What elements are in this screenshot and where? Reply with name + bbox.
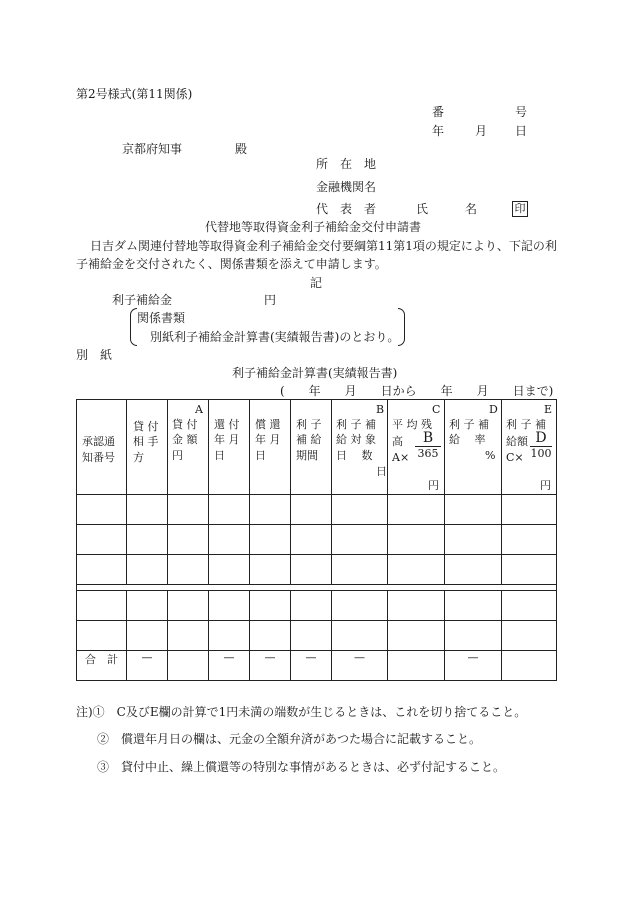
col10-line2: 給額 xyxy=(506,435,528,448)
total-row xyxy=(77,651,557,681)
col7-unit: 日 xyxy=(376,465,387,478)
table-row xyxy=(77,495,557,525)
col10-line1: 利 子 補 xyxy=(506,418,546,431)
col10-unit: 円 xyxy=(540,479,551,492)
col9-unit: % xyxy=(485,449,496,462)
addressee: 京都府知事 xyxy=(122,142,183,156)
note-2: ② 償還年月日の欄は、元金の全額弁済があつた場合に記載すること。 xyxy=(97,732,482,746)
col9-line1: 利 子 補 xyxy=(449,418,489,431)
total-dash: — xyxy=(209,651,250,681)
col6-line2: 補 給 xyxy=(296,433,322,446)
col4-line3: 日 xyxy=(214,449,225,462)
col8-line3: A× xyxy=(392,451,410,464)
body-line-2: 子補給金を交付されたく、関係書類を添えて申請します。 xyxy=(76,257,387,271)
calculation-table xyxy=(76,399,557,681)
ban-label: 番 xyxy=(432,105,445,119)
col6-line3: 期間 xyxy=(296,449,318,462)
col3-letter: A xyxy=(195,403,203,416)
col3-line3: 円 xyxy=(172,449,183,462)
col8-line1: 平 均 残 xyxy=(392,418,432,431)
col1-line1: 承認通 xyxy=(82,435,115,448)
total-dash: — xyxy=(250,651,291,681)
interest-subsidy-label: 利子補給金 xyxy=(112,293,173,307)
appendix-label: 別 紙 xyxy=(76,348,113,362)
col10-numerator: D xyxy=(535,430,547,446)
col5-line2: 年 月 xyxy=(255,433,281,446)
col7-line1: 利 子 補 xyxy=(336,418,376,431)
col4-line2: 年 月 xyxy=(214,433,240,446)
col1-line2: 知番号 xyxy=(82,451,115,464)
col8-line2: 高 xyxy=(392,435,403,448)
note-3: ③ 貸付中止、繰上償還等の特別な事情があるときは、必ず付記すること。 xyxy=(97,760,506,774)
col7-line2: 給 対 象 xyxy=(336,433,376,446)
name-label-first: 氏 xyxy=(416,202,429,216)
col10-line3: C× xyxy=(506,451,524,464)
total-dash: — xyxy=(332,651,388,681)
col10-denominator: 100 xyxy=(530,447,552,460)
related-docs-text: 別紙利子補給金計算書(実績報告書)のとおり。 xyxy=(150,330,400,344)
form-number: 第2号様式(第11関係) xyxy=(76,87,193,101)
institution-label: 金融機関名 xyxy=(316,180,377,194)
col2-line2: 相 手 xyxy=(133,435,159,448)
col10-fraction xyxy=(530,431,552,459)
col8-unit: 円 xyxy=(428,479,439,492)
left-bracket xyxy=(130,308,137,346)
representative-label: 代 表 者 xyxy=(316,202,377,216)
period-line: ( 年 月 日から 年 月 日まで) xyxy=(280,384,554,398)
month-label: 月 xyxy=(475,124,488,138)
col9-letter: D xyxy=(489,403,498,416)
col5-line1: 償 還 xyxy=(255,418,281,431)
table-row xyxy=(77,555,557,585)
col3-line2: 金 額 xyxy=(172,433,198,446)
total-dash: — xyxy=(291,651,332,681)
name-label-second: 名 xyxy=(465,202,478,216)
ki-label: 記 xyxy=(310,276,323,290)
col8-denominator: 365 xyxy=(417,447,439,460)
total-dash: — xyxy=(127,651,168,681)
col8-letter: C xyxy=(432,403,441,416)
header-row xyxy=(77,400,557,495)
seal-mark: 印 xyxy=(512,201,528,217)
honorific: 殿 xyxy=(235,142,248,156)
total-dash: — xyxy=(445,651,502,681)
document-title: 代替地等取得資金利子補給金交付申請書 xyxy=(205,220,422,234)
day-label: 日 xyxy=(515,124,528,138)
table-row xyxy=(77,591,557,621)
col2-line1: 貸 付 xyxy=(133,420,159,433)
col6-line1: 利 子 xyxy=(296,418,322,431)
col2-line3: 方 xyxy=(133,451,144,464)
col4-line1: 還 付 xyxy=(214,418,240,431)
col7-letter: B xyxy=(376,403,385,416)
col9-line2: 給 率 xyxy=(449,433,486,446)
body-line-1: 日吉ダム関連付替地等取得資金利子補給金交付要綱第11第1項の規定により、下記の利 xyxy=(90,239,557,253)
table-row xyxy=(77,621,557,651)
col8-fraction xyxy=(415,431,441,459)
note-1: 注)① C及びE欄の計算で1円未満の端数が生じるときは、これを切り捨てること。 xyxy=(76,705,527,719)
year-label: 年 xyxy=(432,124,445,138)
address-label: 所 在 地 xyxy=(316,157,377,171)
go-label: 号 xyxy=(515,105,528,119)
col8-numerator: B xyxy=(422,430,434,446)
table-row xyxy=(77,525,557,555)
calc-title: 利子補給金計算書(実績報告書) xyxy=(232,366,398,380)
yen-label: 円 xyxy=(264,293,277,307)
col5-line3: 日 xyxy=(255,449,266,462)
col7-line3: 日 数 xyxy=(336,449,373,462)
total-label: 合 計 xyxy=(77,651,127,681)
related-docs-label: 関係書類 xyxy=(137,311,186,325)
col3-line1: 貸 付 xyxy=(172,418,198,431)
col10-letter: E xyxy=(544,403,553,416)
